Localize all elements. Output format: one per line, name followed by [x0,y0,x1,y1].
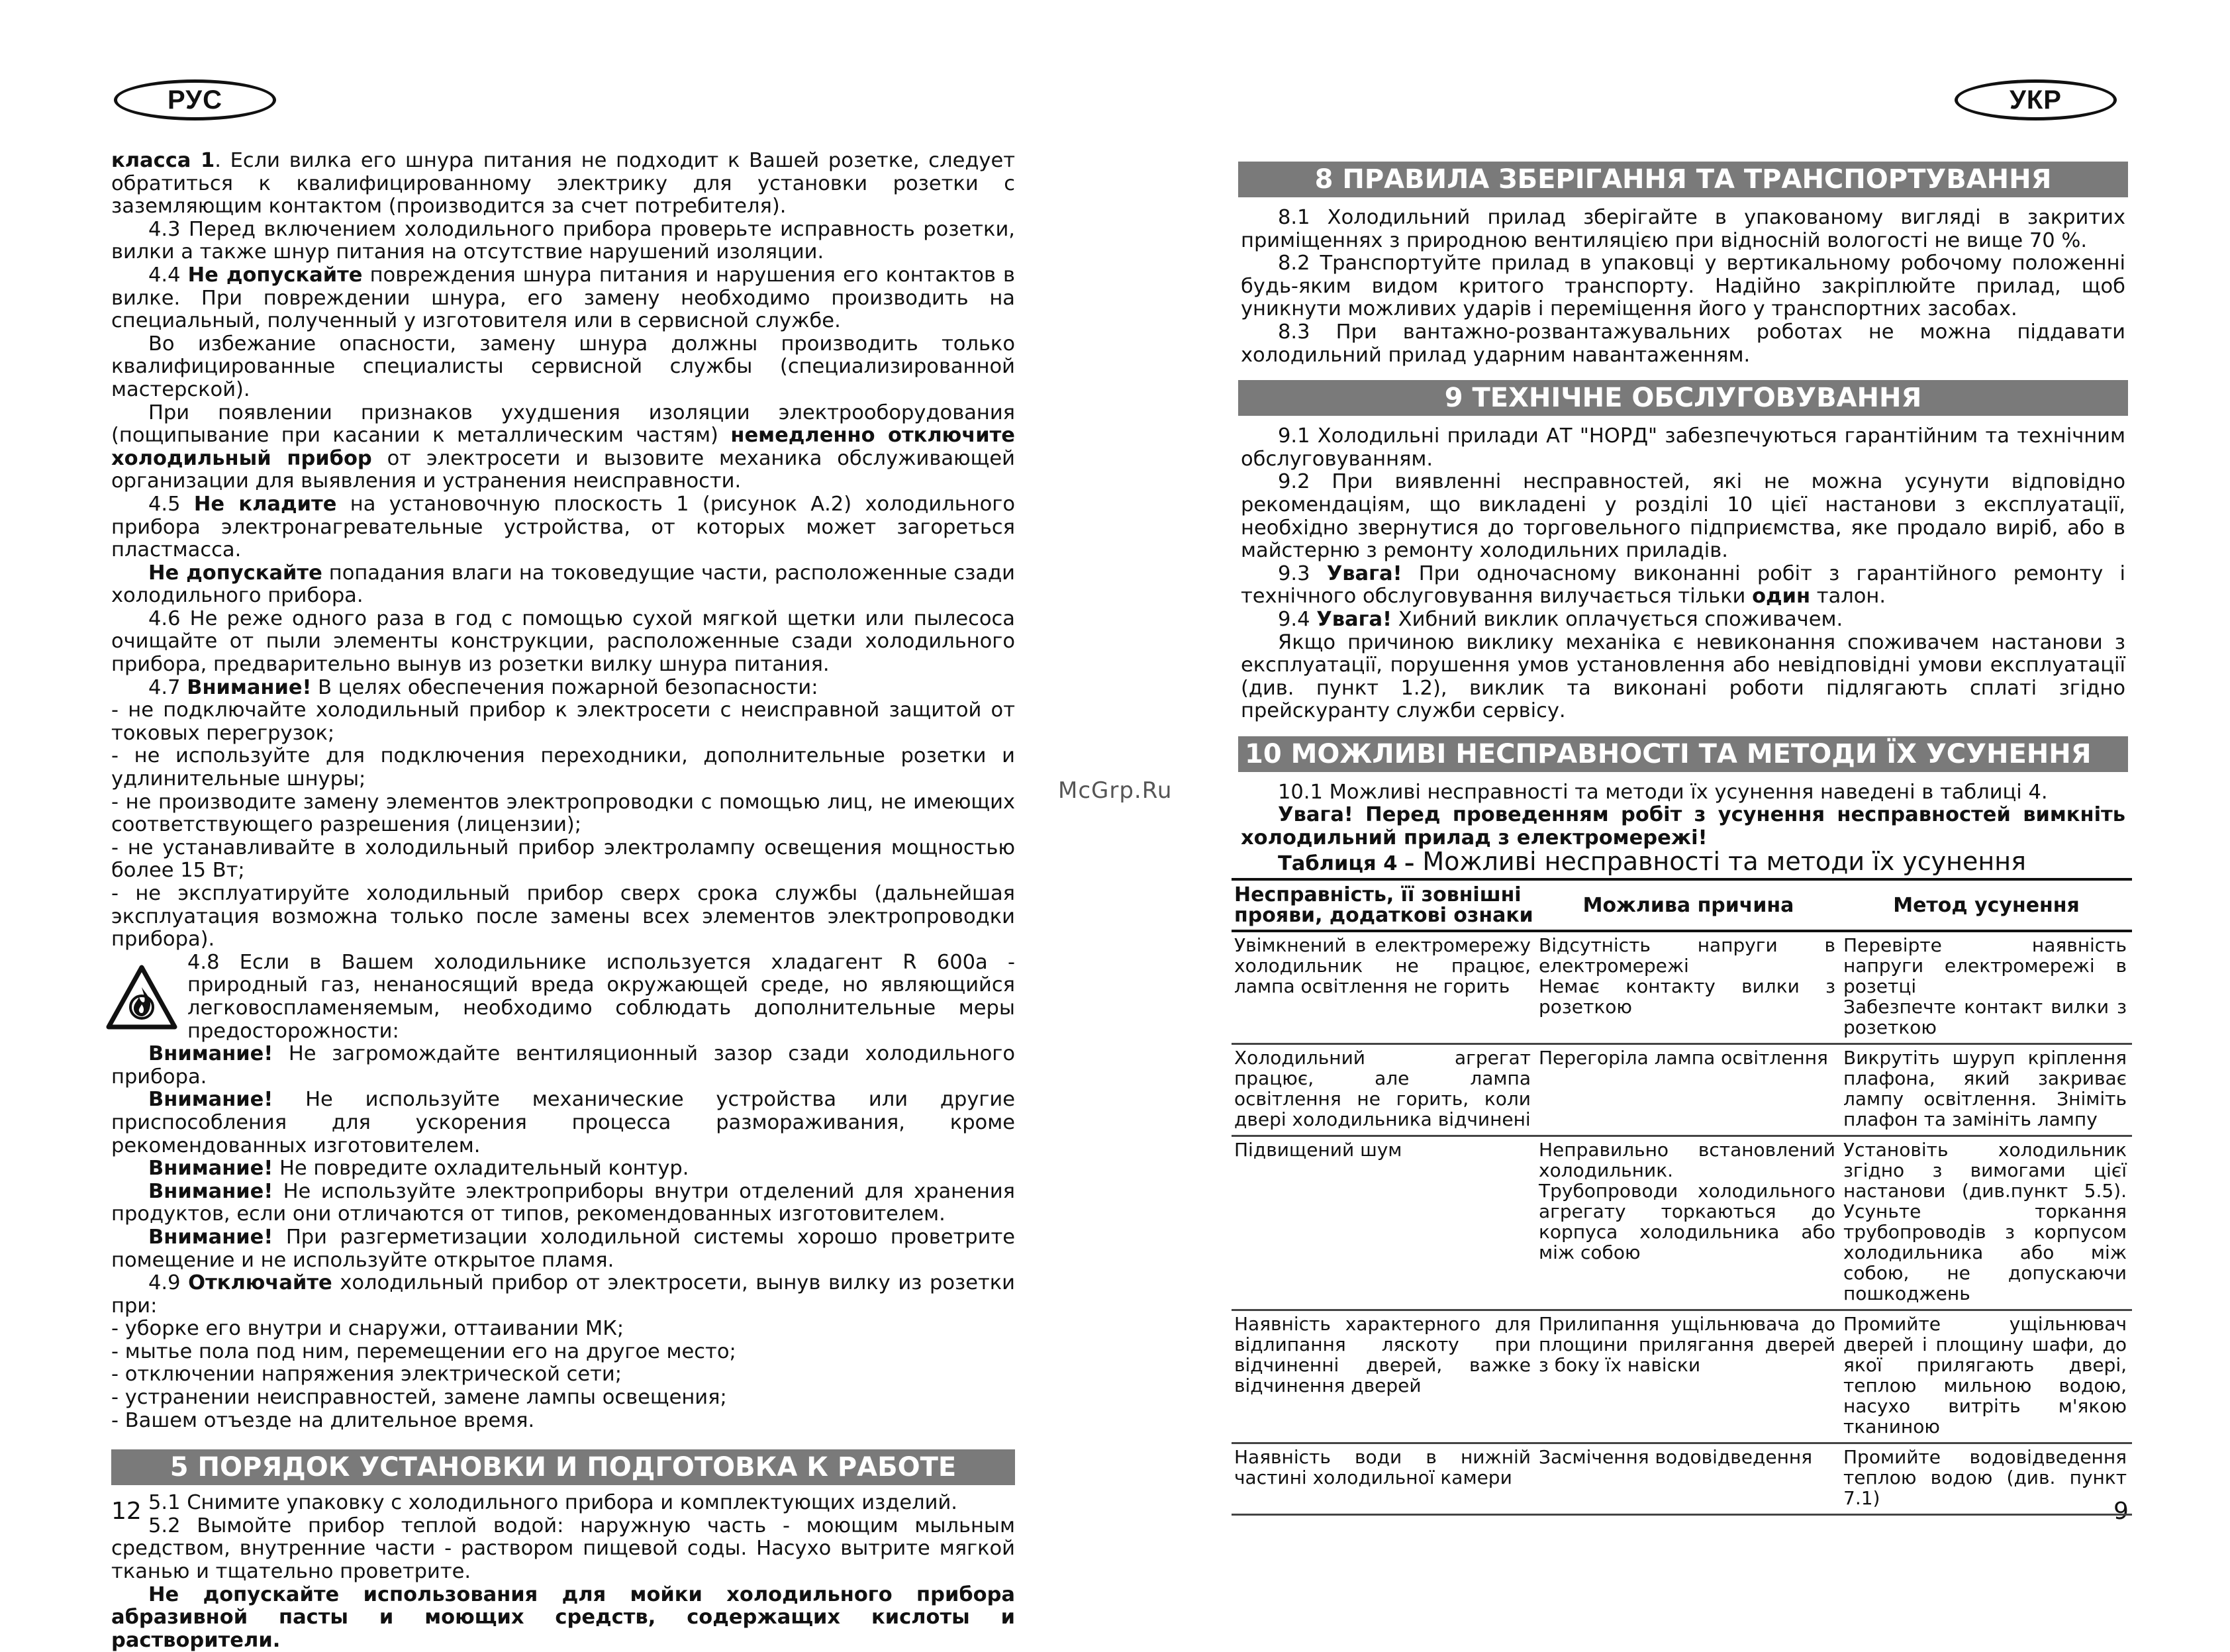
paragraph-4-6: 4.6 Не реже одного раза в год с помощью сухой мягкой щетки или пылесоса очищайте от пыли элементы конструкции, расположенные сзади холодильного прибора, предварительно вынув из розетки вилку шнура питания. [111,607,1015,677]
table-cell: Промийте ущільнювач дверей і площину шафи, до якої прилягають двері, теплою мильною водою, насухо витріть м'якою тканиною [1843,1313,2127,1438]
left-text-column [111,150,1015,1652]
table-cell: Холодильний агрегат працює, але лампа освітлення не горить, коли двері холодильника відчинені [1234,1047,1531,1131]
paragraph-4-4 [111,264,1015,333]
paragraph-insulation [111,402,1015,493]
paragraph-danger: Во избежание опасности, замену шнура должны производить только квалифицированные специалисты сервисной службы (специализированной мастерской). [111,332,1015,401]
bold-text: Таблиця 4 – [1278,851,1415,875]
language-badge-rus [114,79,276,121]
bold-text: Отключайте [188,1271,332,1295]
paragraph-9-4 [1241,608,2125,632]
language-badge-ukr [1955,79,2117,121]
section-10-heading: 10 МОЖЛИВІ НЕСПРАВНОСТІ ТА МЕТОДИ ЇХ УСУНЕННЯ [1238,736,2128,772]
table-cell: Увімкнений в електромережу холодильник не працює, лампа освітлення не горить [1234,934,1531,998]
paragraph-text: Не загромождайте вентиляционный зазор сзади холодильного прибора. [111,1042,1015,1089]
paragraph-4-5 [111,493,1015,562]
watermark: McGrp.Ru [1058,777,1173,804]
paragraph-text: При разгерметизации холодильной системы хорошо проветрите помещение и не используйте открытое пламя. [111,1225,1015,1272]
paragraph-text: Не используйте механические устройства или другие приспособления для ускорения процесса размораживания, кроме рекомендованных изготовителем. [111,1088,1015,1157]
table-cell: Засмічення водовідведення [1539,1446,1813,1469]
table-cell: Прилипання ущільнювача до площини прилягання дверей з боку їх навіски [1539,1313,1835,1377]
paragraph-text: от электросети и вызовите механика обслуживающей организации для выявления и устранения неисправности. [111,446,1016,493]
table-header-row [1232,879,2132,931]
column-header-fault: Несправність, її зовнішні прояви, додаткові ознаки [1234,883,1533,928]
paragraph-text: талон. [1810,585,1886,608]
paragraph-5-2: 5.2 Вымойте прибор теплой водой: наружную часть - моющим мыльным средством, внутренние части - раствором пищевой соды. Насухо вытрите мягкой тканью и тщательно проветрите. [111,1514,1015,1584]
bold-text: Внимание! [148,1042,273,1066]
paragraph-number: 4.9 [148,1271,189,1295]
paragraph-8-1: 8.1 Холодильний прилад зберігайте в упакованому вигляді в закритих приміщеннях з природною вентиляцією при відносній вологості не вище 70 %. [1241,206,2125,252]
page-number-left: 12 [111,1498,142,1525]
paragraph-text: В целях обеспечения пожарной безопасности: [311,675,818,699]
paragraph-number: 4.5 [148,492,194,516]
attention-item [111,1043,1015,1089]
table-cell: Підвищений шум [1234,1139,1402,1161]
paragraph-9-2: 9.2 При виявленні несправностей, які не можна усунути відповідно рекомендаціям, що викладені у розділі 10 цієї настанови з експлуатації, необхідно звернутися до торговельного підприємства, яке продало виріб, або в майстерню з ремонту холодильних приладів. [1241,470,2125,563]
paragraph-text: холодильный прибор от электросети, вынув вилку из розетки при: [111,1271,1016,1318]
table-cell: Викрутіть шуруп кріплення плафона, який закриває лампу освітлення. Зніміть плафон та замініть лампу [1843,1047,2127,1131]
paragraph-4-3: 4.3 Перед включением холодильного прибора проверьте исправность розетки, вилки а также шнур питания на отсутствие нарушений изоляции. [111,217,1015,264]
paragraph-4-9 [111,1272,1015,1318]
paragraph-text: При одночасному виконанні робіт з гарантійного ремонту і технічного обслуговування вилучається тільки [1241,561,2126,608]
attention-item [111,1157,1015,1181]
paragraph-text: попадания влаги на токоведущие части, расположенные сзади холодильного прибора. [111,561,1015,608]
list-item: - уборке его внутри и снаружи, оттаивании МК; [111,1317,624,1341]
bold-text: Не кладите [193,492,337,516]
attention-item [111,1226,1015,1272]
bold-text: Увага! [1316,607,1392,631]
table-caption [1241,846,2125,876]
paragraph-text: . Если вилка его шнура питания не подходит к Вашей розетке, следует обратиться к квалифицированному электрику для установки розетки с заземляющим контактом (производится за счет потребителя). [111,149,1016,219]
bold-text: Внимание! [148,1179,273,1203]
list-item: - отключении напряжения электрической сети; [111,1363,622,1386]
table-cell: Установіть холодильник згідно з вимогами цієї настанови (див.пункт 5.5). Усуньте торкання трубопроводів з корпусом холодильника або між собою, не допускаючи пошкоджень [1843,1139,2127,1305]
bold-text: один [1752,585,1811,608]
bold-text: класса 1 [111,149,215,172]
table-caption-text: Можливі несправності та методи їх усунення [1414,846,2026,876]
paragraph-class1 [111,150,1015,219]
bold-text: Внимание! [148,1088,273,1112]
paragraph-text: повреждения шнура питания и нарушения его контактов в вилке. При повреждении шнура, его замену необходимо производить на специальный, полученный у изготовителя или в сервисной службе. [111,263,1016,333]
table-row [1232,1136,2132,1310]
paragraph-10-1: 10.1 Можливі несправності та методи їх усунення наведені в таблиці 4. [1278,780,2048,804]
table-cell: Перевірте наявність напруги електромережі в розетці Забезпечте контакт вилки з розеткою [1843,934,2127,1039]
list-item: - Вашем отъезде на длительное время. [111,1408,535,1432]
paragraph-5-1: 5.1 Снимите упаковку с холодильного прибора и комплектующих изделий. [148,1491,957,1515]
table-row [1232,1044,2132,1136]
table-row [1232,931,2132,1044]
bold-text: Не допускайте [187,263,363,287]
list-item: - мытье пола под ним, перемещении его на другое место; [111,1339,736,1363]
section-5-heading: 5 ПОРЯДОК УСТАНОВКИ И ПОДГОТОВКА К РАБОТЕ [111,1449,1015,1485]
paragraph-8-2: 8.2 Транспортуйте прилад в упаковці у вертикальному робочому положенні будь-яким видом критого транспорту. Надійно закріплюйте прилад, щоб уникнути можливих ударів і переміщення його у транспортних засобах. [1241,252,2125,321]
list-item: - не используйте для подключения переходники, дополнительные розетки и удлинительные шнуры; [111,744,1015,791]
section-9-heading: 9 ТЕХНІЧНЕ ОБСЛУГОВУВАННЯ [1238,380,2128,416]
section-8-heading: 8 ПРАВИЛА ЗБЕРІГАННЯ ТА ТРАНСПОРТУВАННЯ [1238,162,2128,197]
paragraph-10-warning: Увага! Перед проведенням робіт з усунення несправностей вимкніть холодильний прилад з електромережі! [1241,803,2125,850]
bold-text: Не допускайте [148,561,322,585]
paragraph-text: Не повредите охладительный контур. [273,1157,689,1181]
page-number-right: 9 [2113,1498,2129,1525]
paragraph-number: 4.7 [148,675,187,699]
table-row [1232,1310,2132,1443]
attention-item [111,1089,1015,1157]
table-cell: Наявність характерного для відлипання ляскоту при відчиненні дверей, важке відчинення дверей [1234,1313,1531,1397]
paragraph-4-8: 4.8 Если в Вашем холодильнике используется хладагент R 600a - природный газ, ненаносящий вреда окружающей среде, но являющийся легковоспламеняемым, необходимо соблюдать дополнительные меры предосторожности: [187,950,1015,1043]
troubleshooting-table [1232,878,2132,1516]
paragraph-text: При появлении признаков ухудшения изоляции электрооборудования (пощипывание при касании к металлическим частям) [111,401,1015,448]
bold-text: Внимание! [148,1157,273,1181]
paragraph-text: Не используйте электроприборы внутри отделений для хранения продуктов, если они отличаются от типов, рекомендованных изготовителем. [111,1179,1015,1226]
paragraph-text: Хибний виклик оплачується споживачем. [1392,607,1843,631]
table-cell: Перегоріла лампа освітлення [1539,1047,1828,1069]
table-cell: Неправильно встановлений холодильник. Трубопроводи холодильного агрегату торкаються до корпуса холодильника або між собою [1539,1139,1835,1264]
list-item: - не эксплуатируйте холодильный прибор сверх срока службы (дальнейшая эксплуатация возможна только после замены всех элементов электропроводки прибора). [111,882,1015,951]
right-text-column [1234,162,2127,1516]
paragraph-text: на установочную плоскость 1 (рисунок А.2) холодильного прибора электронагревательные устройства, от которых может загореться пластмасса. [111,492,1015,562]
paragraph-9-1: 9.1 Холодильні прилади АТ "НОРД" забезпечуються гарантійним та технічним обслуговуванням. [1241,424,2125,471]
column-header-remedy: Метод усунення [1893,893,2080,917]
table-cell: Відсутність напруги в електромережі Немає контакту вилки з розеткою [1539,934,1835,1018]
paragraph-number: 9.3 [1278,561,1327,585]
bold-text: Внимание! [148,1225,273,1249]
paragraph-number: 4.4 [148,263,188,287]
bold-text: Внимание! [187,675,312,699]
paragraph-service-call: Якщо причиною виклику механіка є невиконання споживачем настанови з експлуатації, порушення умов установлення або невідповідні умови експлуатації (див. пункт 1.2), виклик та виконані роботи підлягають сплаті згідно прейскуранту служби сервісу. [1241,630,2125,723]
flammable-warning-block [111,951,1015,1043]
table-row [1232,1443,2132,1515]
paragraph-4-7 [111,677,1015,700]
flammable-warning-icon [106,965,177,1031]
bold-text: немедленно отключите холодильный прибор [111,424,1015,470]
paragraph-number: 9.4 [1278,607,1317,631]
table-cell: Наявність води в нижній частині холодильної камери [1234,1446,1531,1489]
attention-item [111,1181,1015,1226]
paragraph-9-3 [1241,563,2125,608]
paragraph-8-3: 8.3 При вантажно-розвантажувальних роботах не можна піддавати холодильний прилад ударним навантаженням. [1241,320,2125,367]
paragraph-moisture [111,562,1015,608]
paragraph-warning-abrasive: Не допускайте использования для мойки холодильного прибора абразивной пасты и моющих средств, содержащих кислоты и растворители. [111,1582,1015,1652]
column-header-cause: Можлива причина [1582,893,1794,917]
language-label: РУС [168,85,222,115]
list-item: - устранении неисправностей, замене лампы освещения; [111,1386,727,1410]
language-label: УКР [2010,85,2062,115]
list-item: - не производите замену элементов электропроводки с помощью лиц, не имеющих соответствующего разрешения (лицензии); [111,790,1015,837]
list-item: - не подключайте холодильный прибор к электросети с неисправной защитой от токовых перегрузок; [111,699,1015,745]
list-item: - не устанавливайте в холодильный прибор электролампу освещения мощностью более 15 Вт; [111,836,1015,883]
bold-text: Увага! [1326,561,1402,585]
table-cell: Промийте водовідведення теплою водою (див. пункт 7.1) [1843,1446,2127,1510]
